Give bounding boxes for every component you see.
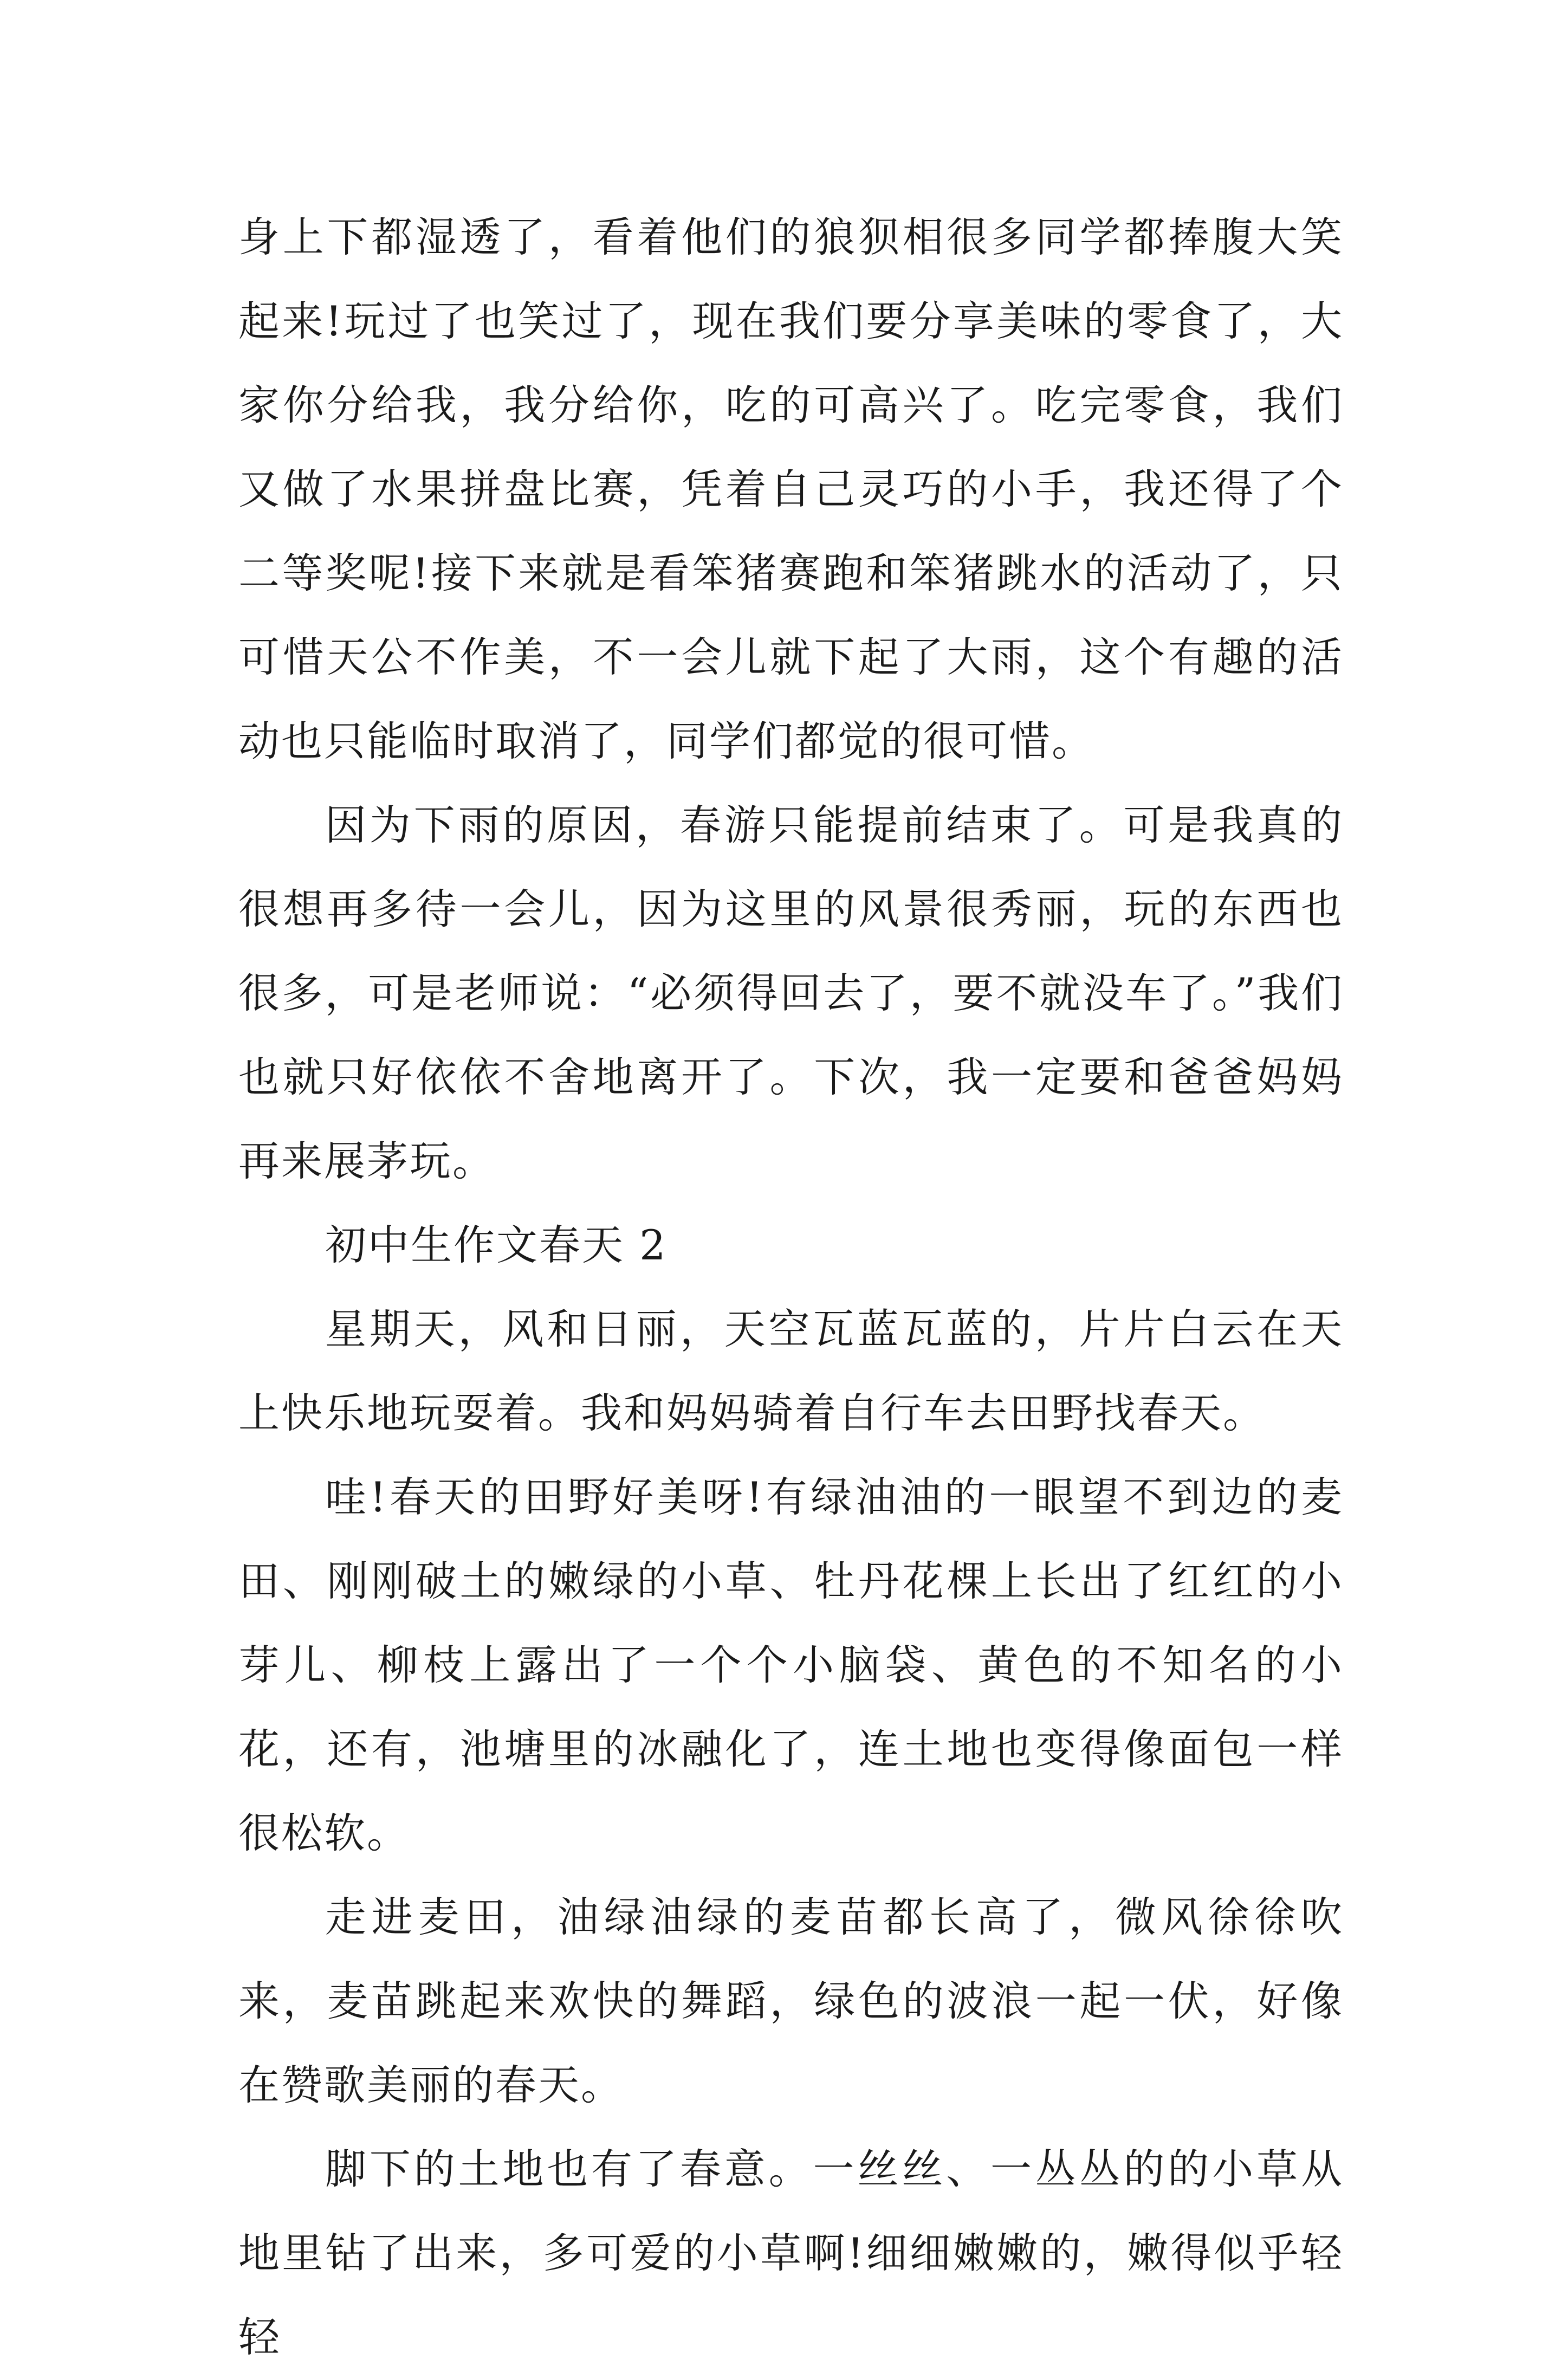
- paragraph-3: 星期天，风和日丽，天空瓦蓝瓦蓝的，片片白云在天上快乐地玩耍着。我和妈妈骑着自行车去田野找春天。: [238, 1305, 1344, 1437]
- paragraph-4: 哇!春天的田野好美呀!有绿油油的一眼望不到边的麦田、刚刚破土的嫩绿的小草、牡丹花棵上长出了红红的小芽儿、柳枝上露出了一个个小脑袋、黄色的不知名的小花，还有，池塘里的冰融化了，连土地也变得像面包一样很松软。: [238, 1473, 1344, 1857]
- paragraph-2: 因为下雨的原因，春游只能提前结束了。可是我真的很想再多待一会儿，因为这里的风景很秀丽，玩的东西也很多，可是老师说：“必须得回去了，要不就没车了。”我们也就只好依依不舍地离开了。下次，我一定要和爸爸妈妈再来展茅玩。: [238, 801, 1344, 1185]
- paragraph-6: 脚下的土地也有了春意。一丝丝、一丛丛的的小草从地里钻了出来，多可爱的小草啊!细细嫩嫩的，嫩得似乎轻轻: [238, 2145, 1344, 2361]
- paragraph-1: 身上下都湿透了，看着他们的狼狈相很多同学都捧腹大笑起来!玩过了也笑过了，现在我们要分享美味的零食了，大家你分给我，我分给你，吃的可高兴了。吃完零食，我们又做了水果拼盘比赛，凭着自己灵巧的小手，我还得了个二等奖呢!接下来就是看笨猪赛跑和笨猪跳水的活动了，只可惜天公不作美，不一会儿就下起了大雨，这个有趣的活动也只能临时取消了，同学们都觉的很可惜。: [238, 213, 1344, 765]
- document-body: [238, 195, 1344, 2379]
- essay-title: 初中生作文春天 2: [325, 1221, 668, 1269]
- paragraph-5: 走进麦田，油绿油绿的麦苗都长高了，微风徐徐吹来，麦苗跳起来欢快的舞蹈，绿色的波浪一起一伏，好像在赞歌美丽的春天。: [238, 1893, 1344, 2109]
